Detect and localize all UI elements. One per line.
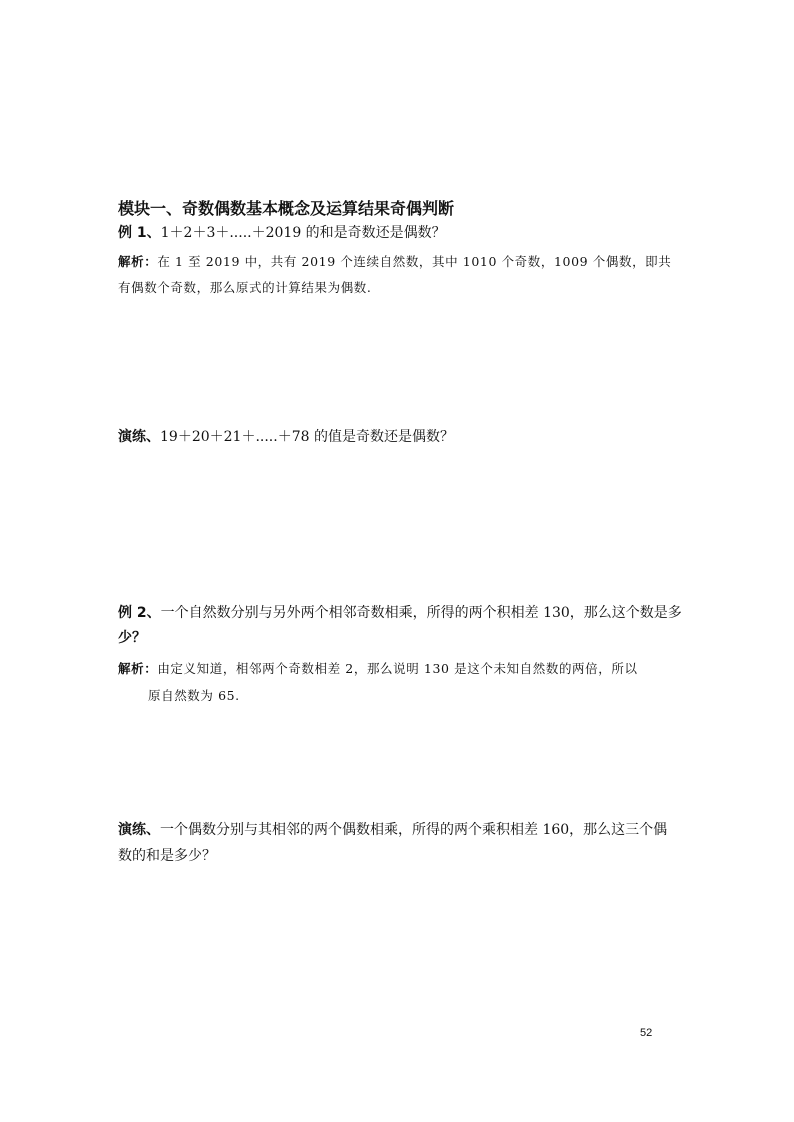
practice-2-question-line-2: 数的和是多少？ <box>118 848 216 864</box>
example-2-label: 例 2、 <box>118 605 161 621</box>
example-1-analysis-line-2: 有偶数个奇数，那么原式的计算结果为偶数. <box>118 280 372 295</box>
practice-1-question-text: 19＋20＋21＋.....＋78 的值是奇数还是偶数？ <box>160 429 454 445</box>
example-1-question <box>118 223 446 243</box>
example-1-question-text: 1＋2＋3＋.....＋2019 的和是奇数还是偶数？ <box>160 225 446 241</box>
practice-2-question-text-1: 一个偶数分别与其相邻的两个偶数相乘，所得的两个乘积相差 160，那么这三个偶 <box>160 822 668 838</box>
example-1-label: 例 1、 <box>118 225 161 241</box>
page-number: 52 <box>640 1027 653 1039</box>
practice-1-question <box>118 427 454 447</box>
example-2-question-line-2 <box>118 628 146 648</box>
example-1-analysis-label: 解析： <box>118 254 158 269</box>
example-2-analysis-label: 解析： <box>118 661 158 676</box>
example-2-question-line-1 <box>118 603 682 623</box>
example-2-question-text-2: 少？ <box>118 630 146 646</box>
practice-2-label: 演练、 <box>118 822 160 838</box>
example-2-analysis-text-1: 由定义知道，相邻两个奇数相差 2，那么说明 130 是这个未知自然数的两倍，所以 <box>157 661 638 676</box>
practice-1-label: 演练、 <box>118 429 160 445</box>
example-2-analysis-line-2: 原自然数为 65. <box>148 688 240 703</box>
example-1-analysis-line-1 <box>118 252 671 272</box>
section-title: 模块一、奇数偶数基本概念及运算结果奇偶判断 <box>118 199 455 218</box>
example-1-analysis-text-1: 在 1 至 2019 中，共有 2019 个连续自然数，其中 1010 个奇数，1009 个偶数，即共 <box>157 254 672 269</box>
example-2-analysis-line-1 <box>118 659 638 679</box>
practice-2-question-line-1 <box>118 820 667 840</box>
example-2-question-text-1: 一个自然数分别与另外两个相邻奇数相乘，所得的两个积相差 130，那么这个数是多 <box>160 605 682 621</box>
